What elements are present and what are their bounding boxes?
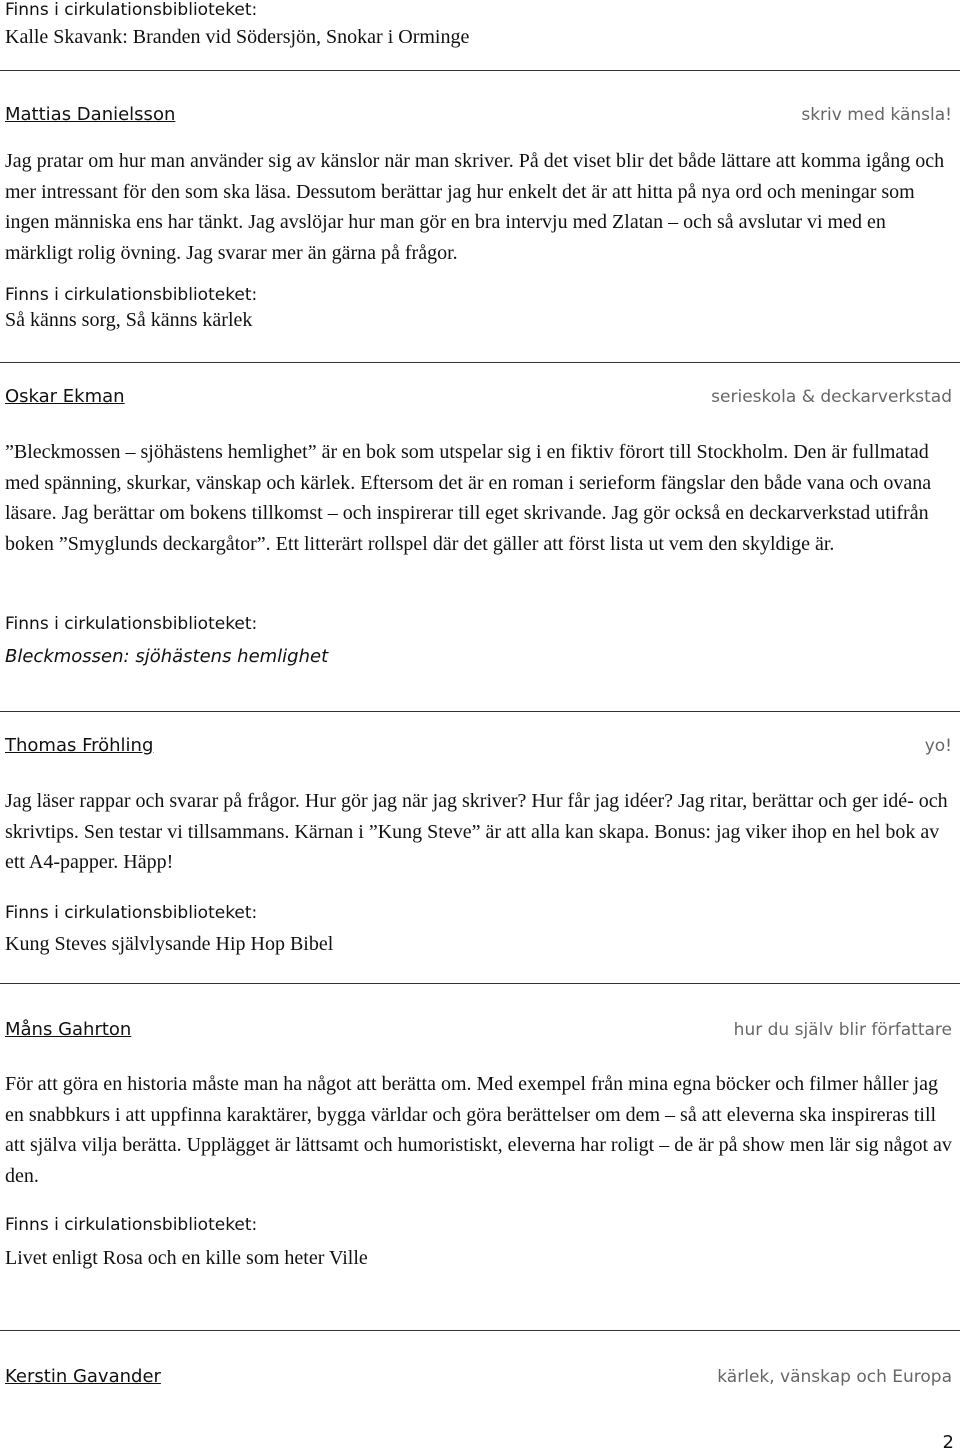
book-title-2: Bleckmossen: sjöhästens hemlighet: [5, 646, 329, 667]
divider-5: [0, 1330, 960, 1331]
book-title-top: Kalle Skavank: Branden vid Södersjön, Snokar i Orminge: [5, 26, 470, 48]
topic-1: skriv med känsla!: [801, 105, 952, 125]
description-3: Jag läser rappar och svarar på frågor. Hur gör jag när jag skriver? Hur får jag idéer? Jag ritar, berättar och ger idé- och skrivtips. Sen testar vi tillsammans. Kärnan i ”Kung Steve” är att alla kan skapa. Bonus: jag viker ihop en hel bok av ett A4-papper. Häpp!: [5, 790, 948, 873]
divider-2: [0, 362, 960, 363]
finns-label-1: Finns i cirkulationsbiblioteket:: [5, 285, 258, 305]
page-number: 2: [942, 1432, 954, 1453]
author-name-5[interactable]: Kerstin Gavander: [5, 1366, 161, 1387]
author-name-1[interactable]: Mattias Danielsson: [5, 104, 176, 125]
divider-3: [0, 711, 960, 712]
finns-label-3: Finns i cirkulationsbiblioteket:: [5, 903, 258, 923]
book-title-1: Så känns sorg, Så känns kärlek: [5, 309, 253, 331]
finns-label-2: Finns i cirkulationsbiblioteket:: [5, 614, 258, 634]
topic-5: kärlek, vänskap och Europa: [717, 1367, 952, 1387]
author-name-3[interactable]: Thomas Fröhling: [5, 735, 154, 756]
description-2: ”Bleckmossen – sjöhästens hemlighet” är en bok som utspelar sig i en fiktiv förort till Stockholm. Den är fullmatad med spänning, skurkar, vänskap och kärlek. Eftersom det är en roman i serieform fängslar den både vana och ovana läsare. Jag berättar om bokens tillkomst – och inspirerar till eget skrivande. Jag gör också en deckarverkstad utifrån boken ”Smyglunds deckargåtor”. Ett litterärt rollspel där det gäller att först lista ut vem den skyldige är.: [5, 441, 932, 555]
divider-4: [0, 983, 960, 984]
book-title-3: Kung Steves självlysande Hip Hop Bibel: [5, 933, 334, 955]
description-4: För att göra en historia måste man ha något att berätta om. Med exempel från mina egna böcker och filmer håller jag en snabbkurs i att uppfinna karaktärer, bygga världar och göra berättelser om dem – så att eleverna ska inspireras till att själva vilja berätta. Upplägget är lättsamt och humoristiskt, eleverna har roligt – de är på show men lär sig något av den.: [5, 1073, 952, 1187]
topic-4: hur du själv blir författare: [733, 1020, 952, 1040]
finns-label-top: Finns i cirkulationsbiblioteket:: [5, 0, 258, 20]
author-name-4[interactable]: Måns Gahrton: [5, 1019, 132, 1040]
topic-2: serieskola & deckarverkstad: [711, 387, 952, 407]
topic-3: yo!: [924, 736, 952, 756]
author-name-2[interactable]: Oskar Ekman: [5, 386, 125, 407]
description-1: Jag pratar om hur man använder sig av känslor när man skriver. På det viset blir det både lättare att komma igång och mer intressant för den som ska läsa. Dessutom berättar jag hur enkelt det är att hitta på nya ord och meningar som ingen människa ens har tänkt. Jag avslöjar hur man gör en bra intervju med Zlatan – och så avslutar vi med en märkligt rolig övning. Jag svarar mer än gärna på frågor.: [5, 150, 945, 264]
divider-1: [0, 70, 960, 71]
finns-label-4: Finns i cirkulationsbiblioteket:: [5, 1215, 258, 1235]
book-title-4: Livet enligt Rosa och en kille som heter Ville: [5, 1247, 368, 1269]
